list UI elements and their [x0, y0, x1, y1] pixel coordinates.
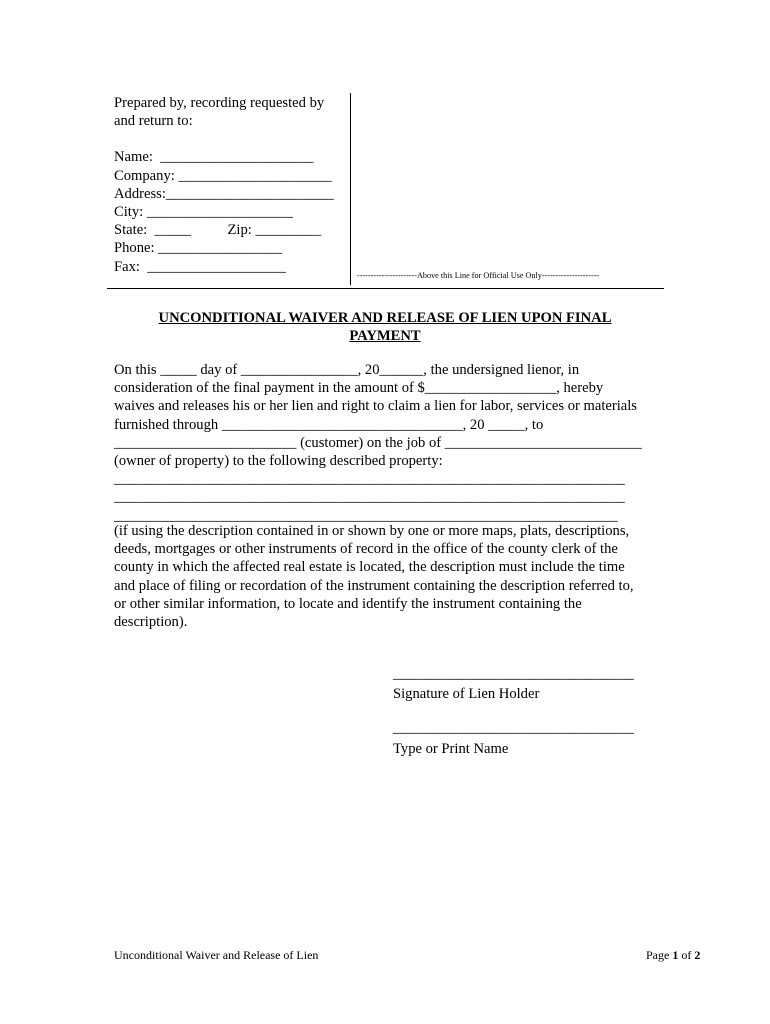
- name-field: Name: _____________________: [114, 149, 314, 166]
- property-line-3: _____________________________________________________________________: [114, 507, 618, 524]
- description-line-1: (if using the description contained in or shown by one or more maps, plats, descriptions,: [114, 523, 630, 539]
- state-zip-field: State: _____ Zip: _________: [114, 222, 322, 239]
- phone-field: Phone: _________________: [114, 240, 283, 257]
- property-line-1: ______________________________________________________________________: [114, 471, 625, 488]
- print-name-line: _________________________________: [393, 720, 634, 737]
- recording-request-block: [114, 94, 346, 276]
- header-vertical-divider: [350, 93, 351, 285]
- title-line-1: UNCONDITIONAL WAIVER AND RELEASE OF LIEN UPON FINAL: [158, 310, 612, 326]
- footer-document-name: Unconditional Waiver and Release of Lien: [114, 948, 319, 962]
- prepared-by-line-1: Prepared by, recording requested by: [114, 95, 325, 111]
- description-line-6: description).: [114, 614, 188, 631]
- title-line-2: PAYMENT: [349, 328, 421, 345]
- signature-line: _________________________________: [393, 666, 634, 682]
- body-line-6: (owner of property) to the following described property:: [114, 453, 443, 470]
- description-note: [114, 522, 674, 631]
- description-line-5: or other similar information, to locate and identify the instrument containing the: [114, 595, 582, 612]
- property-line-2: ______________________________________________________________________: [114, 489, 625, 506]
- body-line-3: waives and releases his or her lien and right to claim a lien for labor, services or materials: [114, 398, 637, 415]
- body-line-2: consideration of the final payment in the amount of $__________________, hereby: [114, 380, 604, 397]
- page-total: 2: [694, 948, 701, 962]
- company-field: Company: _____________________: [114, 167, 332, 184]
- footer-page-number: [646, 948, 700, 962]
- description-line-4: and place of filing or recordation of the instrument containing the description referred to,: [114, 577, 634, 594]
- address-field: Address:_______________________: [114, 185, 334, 202]
- waiver-body: [114, 361, 674, 525]
- city-field: City: ____________________: [114, 204, 293, 221]
- body-line-4: furnished through _________________________________, 20 _____, to: [114, 416, 544, 433]
- print-name-label: Type or Print Name: [393, 740, 509, 757]
- description-line-2: deeds, mortgages or other instruments of record in the office of the county clerk of the: [114, 541, 618, 558]
- document-title: [114, 309, 656, 345]
- body-line-5: _________________________ (customer) on the job of ___________________________: [114, 434, 642, 451]
- page-prefix: Page: [646, 948, 673, 962]
- signature-label: Signature of Lien Holder: [393, 686, 540, 703]
- fax-field: Fax: ___________________: [114, 258, 286, 275]
- page-current: 1: [672, 948, 679, 962]
- header-horizontal-divider: [107, 288, 664, 289]
- description-line-3: county in which the affected real estate is located, the description must include the time: [114, 559, 625, 576]
- official-use-note: ----------------------Above this Line for Official Use Only---------------------: [357, 271, 600, 280]
- body-line-1: On this _____ day of ________________, 20______, the undersigned lienor, in: [114, 362, 580, 378]
- prepared-by-line-2: and return to:: [114, 113, 193, 130]
- page-of: of: [678, 948, 695, 962]
- signature-block: [393, 665, 663, 758]
